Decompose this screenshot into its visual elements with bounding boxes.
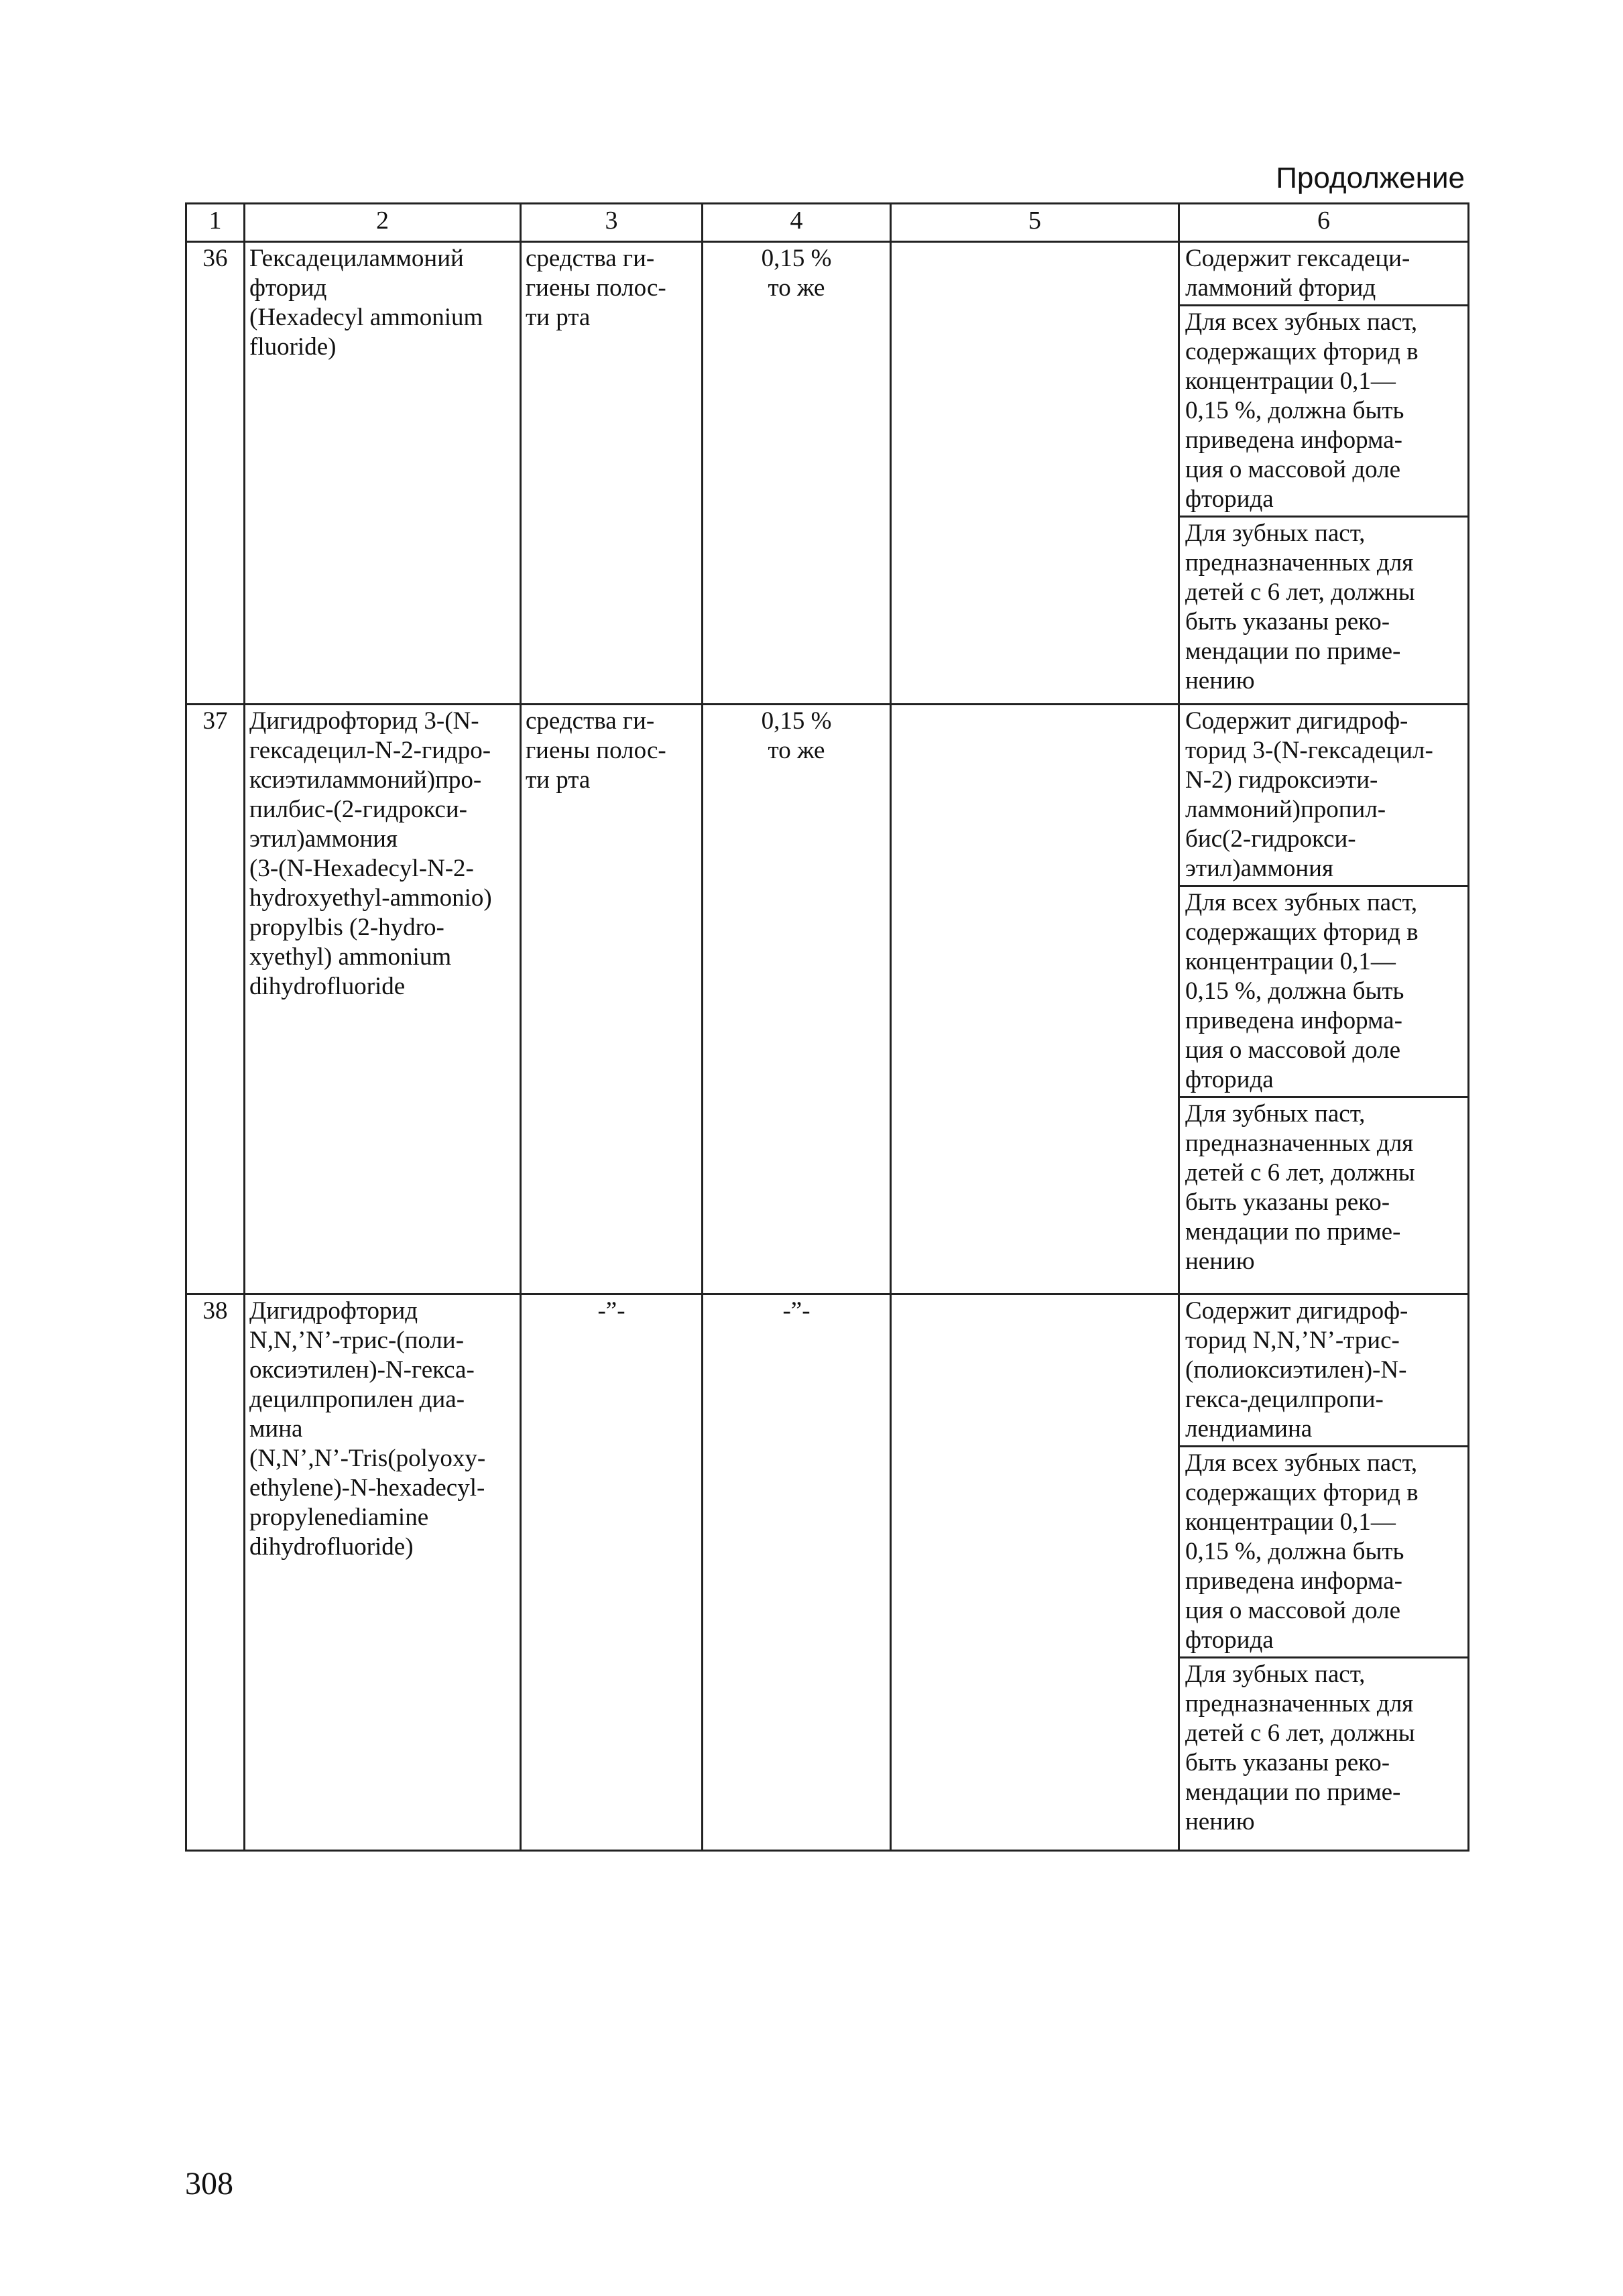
note-line: 0,15 %, должна быть (1185, 397, 1404, 424)
substance-name-line: мина (249, 1415, 303, 1443)
application-area-line: гиены полос- (526, 737, 666, 764)
note-line: ция о массовой доле (1185, 456, 1401, 483)
substance-name-line: ксиэтиламмоний)про- (249, 766, 482, 794)
note-line: ламмоний фторид (1185, 274, 1376, 302)
note-line: Содержит дигидроф- (1185, 707, 1408, 735)
concentration-line: 0,15 % (761, 707, 832, 735)
note-line: быть указаны реко- (1185, 1189, 1390, 1216)
application-area-cell (521, 1294, 703, 1851)
note-line: Для зубных паст, (1185, 520, 1366, 547)
note-block (1180, 705, 1467, 885)
application-area-line: гиены полос- (526, 274, 666, 302)
notes-cell (1179, 1294, 1469, 1851)
application-area-line: ти рта (526, 304, 591, 331)
substance-name-line: dihydrofluoride (249, 973, 406, 1000)
note-line: фторида (1185, 485, 1274, 513)
note-line: нению (1185, 1808, 1255, 1835)
note-line: торид N,N,’N’-трис- (1185, 1327, 1400, 1354)
note-line: фторида (1185, 1626, 1274, 1654)
row-number: 36 (186, 242, 245, 705)
substance-name-line: фторид (249, 274, 327, 302)
substance-name-line: xyethyl) ammonium (249, 943, 452, 971)
note-line: ламмоний)пропил- (1185, 796, 1386, 823)
note-line: Содержит гексадеци- (1185, 245, 1410, 272)
note-line: Для всех зубных паст, (1185, 1449, 1418, 1477)
substance-name-line: ethylene)-N-hexadecyl- (249, 1474, 485, 1502)
note-line: содержащих фторид в (1185, 918, 1419, 946)
note-line: торид 3-(N-гексадецил- (1185, 737, 1433, 764)
substance-name-line: этил)аммония (249, 825, 398, 853)
substance-name-line: dihydrofluoride) (249, 1533, 414, 1561)
note-line: мендации по приме- (1185, 1218, 1401, 1246)
note-block (1180, 1445, 1467, 1656)
note-line: этил)аммония (1185, 855, 1334, 882)
concentration-line: 0,15 % (761, 245, 832, 272)
note-line: содержащих фторид в (1185, 1479, 1419, 1506)
note-block (1180, 1656, 1467, 1838)
column-5-cell (891, 705, 1179, 1294)
note-line: Для зубных паст, (1185, 1100, 1366, 1128)
notes-cell (1179, 242, 1469, 705)
substance-name-line: децилпропилен диа- (249, 1386, 465, 1413)
application-area-cell (521, 705, 703, 1294)
note-line: (полиоксиэтилен)-N- (1185, 1356, 1407, 1384)
note-line: лендиамина (1185, 1415, 1313, 1443)
note-line: быть указаны реко- (1185, 1749, 1390, 1776)
ditto-mark: -”- (597, 1297, 625, 1325)
note-line: детей с 6 лет, должны (1185, 1719, 1415, 1747)
table-row (186, 1294, 1469, 1851)
concentration-cell (703, 705, 891, 1294)
substance-name-line: N,N,’N’-трис-(поли- (249, 1327, 465, 1354)
table-row (186, 705, 1469, 1294)
substance-name-cell (245, 705, 521, 1294)
substance-name-line: (N,N’,N’-Tris(polyoxy- (249, 1445, 486, 1472)
concentration-line: то же (768, 274, 825, 302)
substance-name-line: hydroxyethyl-ammonio) (249, 884, 492, 912)
note-line: быть указаны реко- (1185, 608, 1390, 636)
note-line: приведена информа- (1185, 1007, 1402, 1034)
row-number: 37 (186, 705, 245, 1294)
application-area-line: ти рта (526, 766, 591, 794)
concentration-cell (703, 1294, 891, 1851)
note-line: предназначенных для (1185, 1130, 1414, 1157)
substance-name-line: гексадецил-N-2-гидро- (249, 737, 491, 764)
substance-name-line: (Hexadecyl ammonium (249, 304, 483, 331)
row-number: 38 (186, 1294, 245, 1851)
substance-name-cell (245, 1294, 521, 1851)
note-line: фторида (1185, 1066, 1274, 1093)
concentration-line: то же (768, 737, 825, 764)
substance-name-line: propylbis (2-hydro- (249, 914, 444, 941)
note-line: ция о массовой доле (1185, 1036, 1401, 1064)
note-line: приведена информа- (1185, 426, 1402, 454)
table-header-row (186, 204, 1469, 242)
substance-name-line: propylenediamine (249, 1504, 429, 1531)
note-line: N-2) гидроксиэти- (1185, 766, 1378, 794)
note-block (1180, 243, 1467, 304)
substance-name-line: пилбис-(2-гидрокси- (249, 796, 467, 823)
continuation-label: Продолжение (1276, 162, 1465, 194)
column-5-cell (891, 1294, 1179, 1851)
application-area-line: средства ги- (526, 707, 655, 735)
note-line: мендации по приме- (1185, 638, 1401, 665)
column-header: 2 (245, 204, 521, 242)
application-area-line: средства ги- (526, 245, 655, 272)
column-header: 6 (1179, 204, 1469, 242)
note-line: детей с 6 лет, должны (1185, 1159, 1415, 1187)
note-line: содержащих фторид в (1185, 338, 1419, 365)
column-header: 1 (186, 204, 245, 242)
note-line: концентрации 0,1— (1185, 948, 1396, 975)
note-line: предназначенных для (1185, 549, 1414, 577)
note-block (1180, 1096, 1467, 1278)
substance-name-line: оксиэтилен)-N-гекса- (249, 1356, 475, 1384)
substance-name-line: Дигидрофторид 3-(N- (249, 707, 479, 735)
note-line: концентрации 0,1— (1185, 1508, 1396, 1536)
note-line: бис(2-гидрокси- (1185, 825, 1356, 853)
application-area-cell (521, 242, 703, 705)
concentration-cell (703, 242, 891, 705)
page-number: 308 (185, 2166, 233, 2201)
substance-name-line: fluoride) (249, 333, 337, 361)
note-line: мендации по приме- (1185, 1778, 1401, 1806)
column-header: 5 (891, 204, 1179, 242)
substance-name-line: Гексадециламмоний (249, 245, 464, 272)
substance-name-cell (245, 242, 521, 705)
note-line: нению (1185, 1248, 1255, 1275)
substance-name-line: (3-(N-Hexadecyl-N-2- (249, 855, 474, 882)
note-line: Для всех зубных паст, (1185, 889, 1418, 916)
note-line: ция о массовой доле (1185, 1597, 1401, 1624)
column-header: 4 (703, 204, 891, 242)
note-line: Для всех зубных паст, (1185, 308, 1418, 336)
note-block (1180, 516, 1467, 697)
note-block (1180, 1295, 1467, 1445)
ditto-mark: -”- (782, 1297, 810, 1325)
column-5-cell (891, 242, 1179, 705)
note-line: концентрации 0,1— (1185, 367, 1396, 395)
note-line: гекса-децилпропи- (1185, 1386, 1384, 1413)
table-row (186, 242, 1469, 705)
note-line: 0,15 %, должна быть (1185, 1538, 1404, 1565)
column-header: 3 (521, 204, 703, 242)
note-line: 0,15 %, должна быть (1185, 977, 1404, 1005)
note-line: детей с 6 лет, должны (1185, 579, 1415, 606)
substance-name-line: Дигидрофторид (249, 1297, 418, 1325)
note-line: предназначенных для (1185, 1690, 1414, 1717)
note-line: Содержит дигидроф- (1185, 1297, 1408, 1325)
note-line: приведена информа- (1185, 1567, 1402, 1595)
note-line: нению (1185, 667, 1255, 694)
note-line: Для зубных паст, (1185, 1660, 1366, 1688)
notes-cell (1179, 705, 1469, 1294)
note-block (1180, 304, 1467, 516)
note-block (1180, 885, 1467, 1096)
data-table (185, 202, 1469, 1852)
